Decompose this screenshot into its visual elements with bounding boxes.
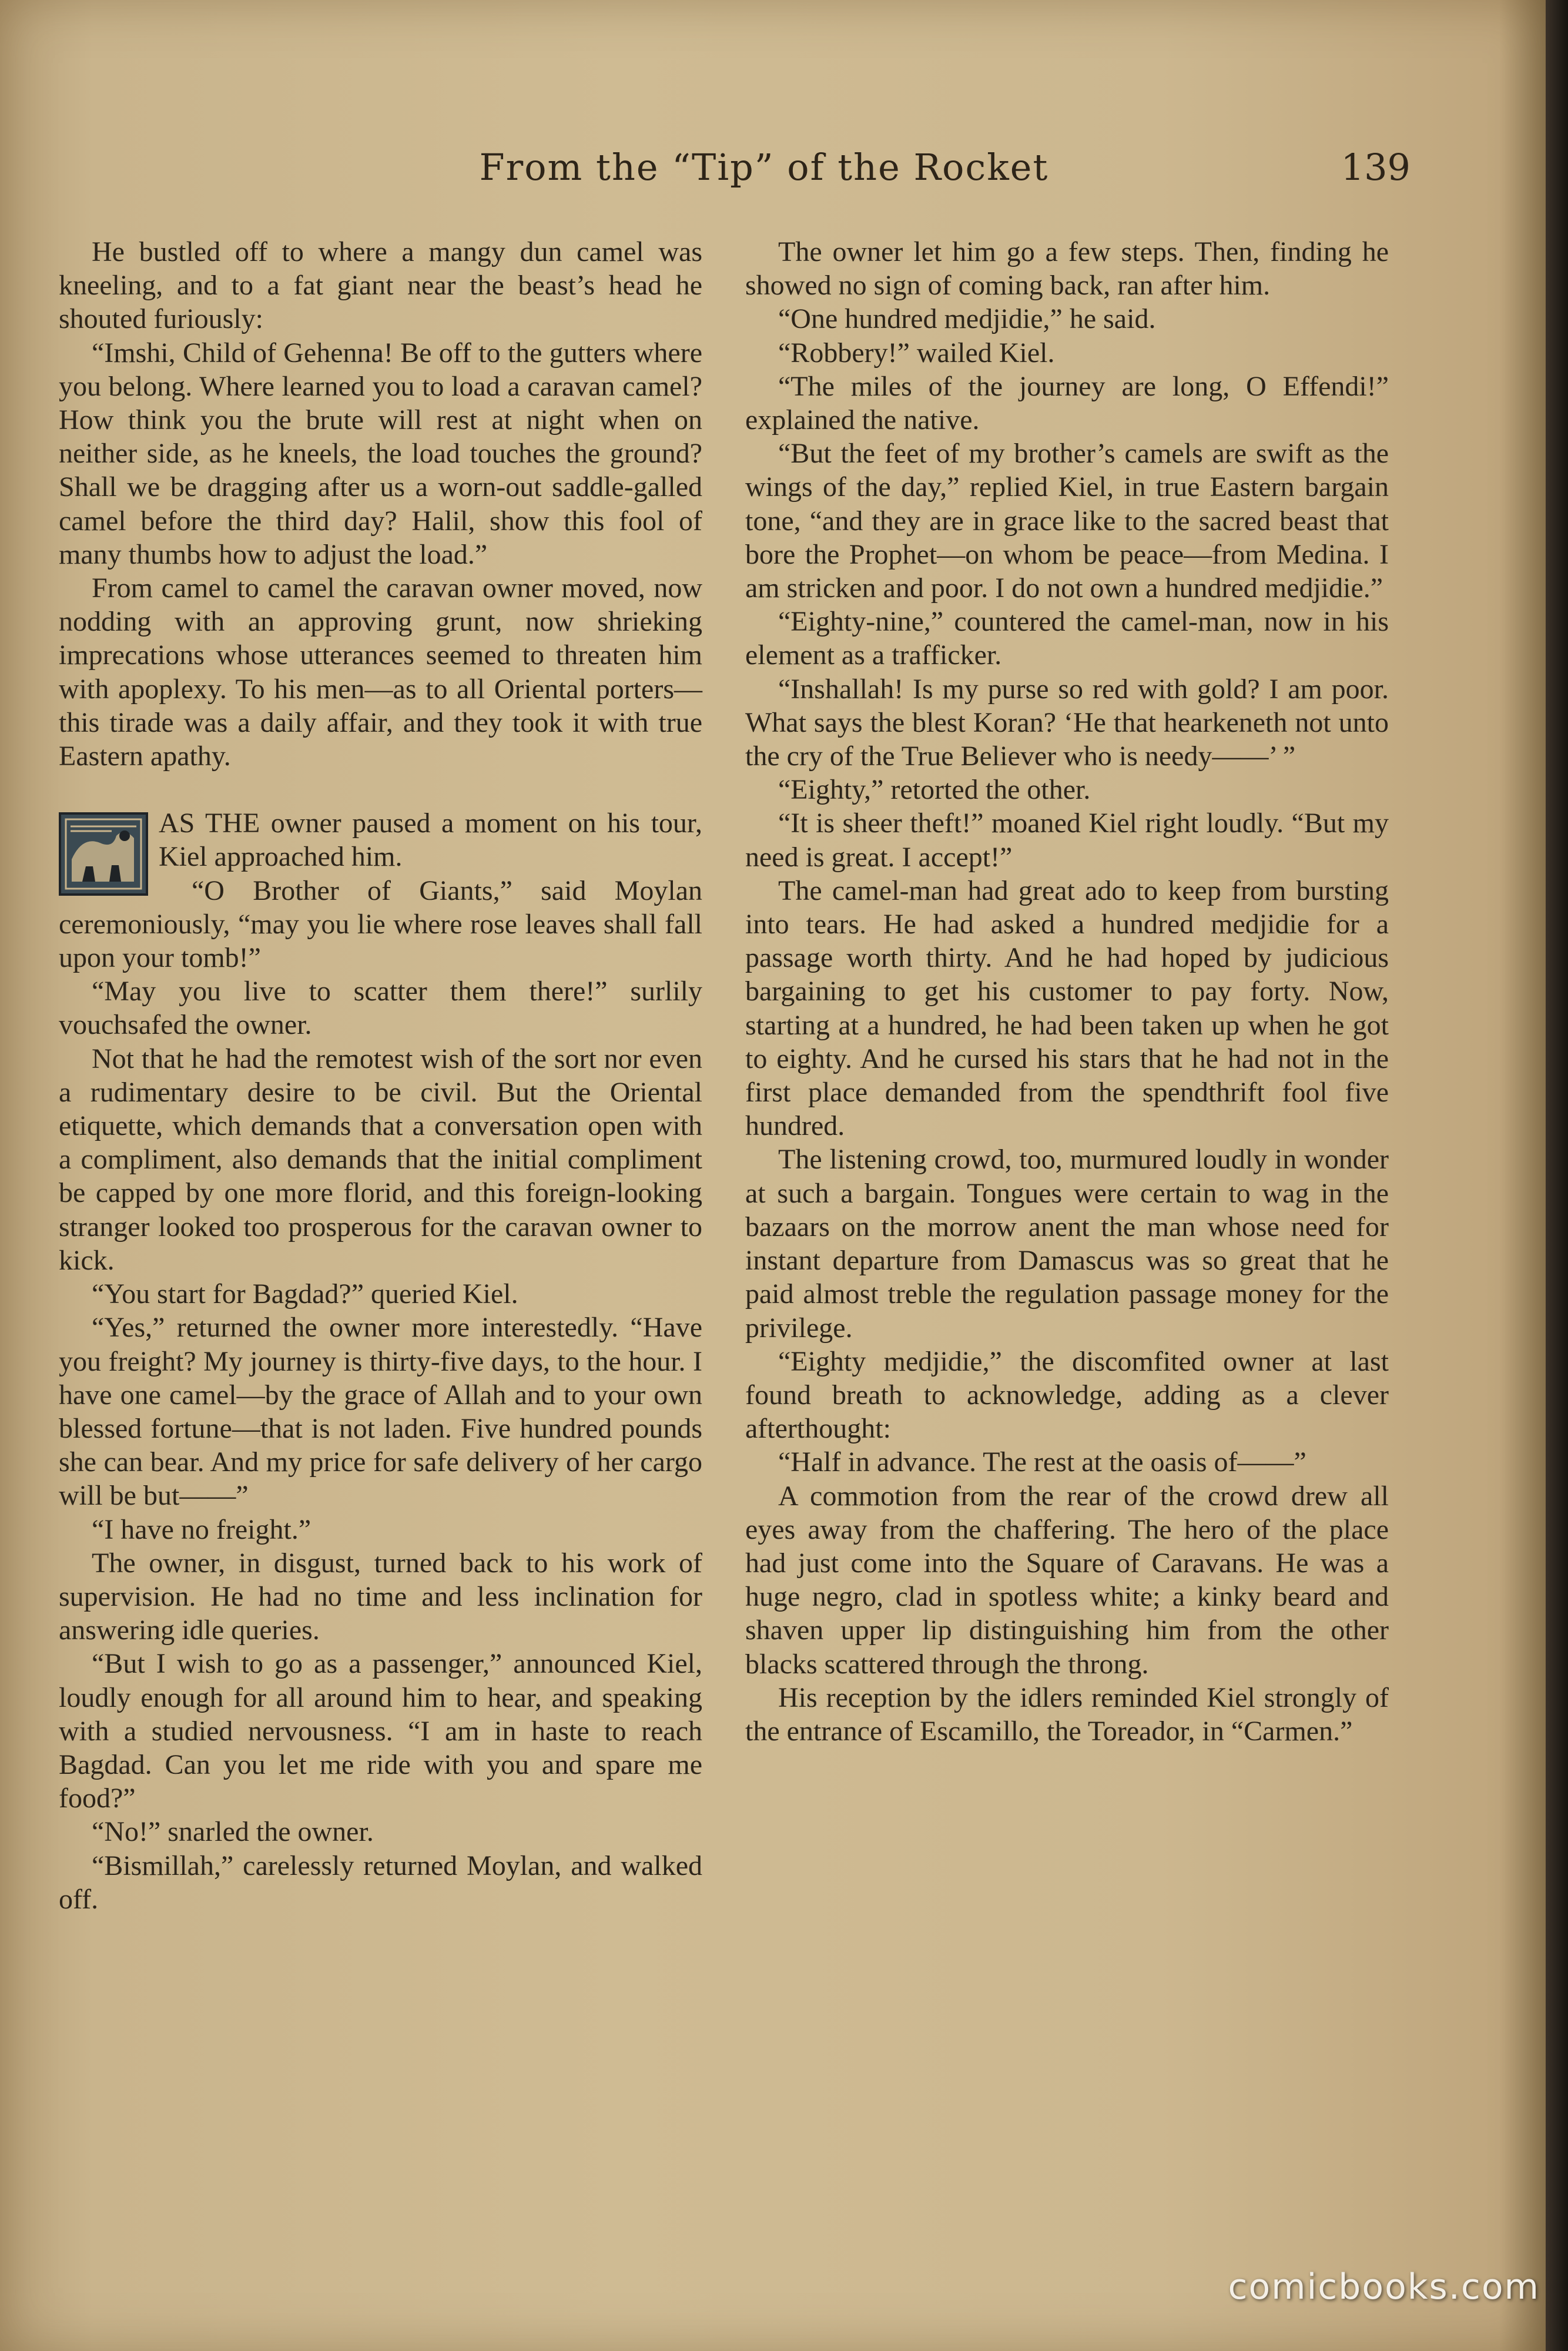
paragraph: “Eighty,” retorted the other. (778, 774, 1091, 806)
paragraph: “One hundred medjidie,” he said. (778, 303, 1156, 335)
watermark: comicbooks.com (1228, 2266, 1540, 2308)
running-title: From the “Tip” of the Rocket (479, 146, 1049, 189)
paragraph: “It is sheer theft!” moaned Kiel right loudly. “But my need is great. I accept!” (745, 808, 1389, 873)
paragraph: The owner, in disgust, turned back to his work of supervision. He had no time and less inclination for answering idle queries. (59, 1547, 702, 1646)
paragraph: “Inshallah! Is my purse so red with gold? I am poor. What says the blest Koran? ‘He that hearkeneth not unto the cry of the True Believer who is needy——’ ” (745, 673, 1389, 772)
paragraph: His reception by the idlers reminded Kiel strongly of the entrance of Escamillo, the Toreador, in “Carmen.” (745, 1682, 1389, 1747)
paragraph: The owner let him go a few steps. Then, finding he showed no sign of coming back, ran after him. (745, 236, 1389, 302)
decorative-initial-icon (59, 812, 148, 896)
section-break (59, 773, 702, 806)
paragraph: “Eighty-nine,” countered the camel-man, now in his element as a trafficker. (745, 606, 1389, 671)
paragraph: “Bismillah,” carelessly returned Moylan, and walked off. (59, 1850, 702, 1915)
running-header (59, 146, 1410, 199)
paragraph: “Half in advance. The rest at the oasis of——” (778, 1446, 1306, 1478)
paragraph: A commotion from the rear of the crowd drew all eyes away from the chaffering. The hero of the place had just come into the Square of Caravans. He was a huge negro, clad in spotless white; a kinky beard and shaven upper lip distinguishing him from the other blacks scattered through the throng. (745, 1480, 1389, 1680)
paragraph: “But I wish to go as a passenger,” announced Kiel, loudly enough for all around him to hear, and speaking with a studied nervousness. “I am in haste to reach Bagdad. Can you let me ride with you and spare me food?” (59, 1648, 702, 1814)
paragraph: Not that he had the remotest wish of the sort nor even a rudimentary desire to be civil. But the Oriental etiquette, which demands that a conversation open with a compliment, also demands that the initial compliment be capped by one more florid, and this foreign-looking stranger looked too prosperous for the caravan owner to kick. (59, 1043, 702, 1276)
page-number: 139 (1341, 146, 1410, 189)
paragraph: “But the feet of my brother’s camels are swift as the wings of the day,” replied Kiel, in true Eastern bargain tone, “and they are in grace like to the sacred beast that bore the Prophet—on whom be peace—from Medina. I am stricken and poor. I do not own a hundred medjidie.” (745, 438, 1389, 604)
paragraph: He bustled off to where a mangy dun camel was kneeling, and to a fat giant near the beast’s head he shouted furiously: (59, 236, 702, 335)
paragraph: The camel-man had great ado to keep from bursting into tears. He had asked a hundred medjidie for a passage worth thirty. And he had hoped by judicious bargaining to get his customer to pay forty. Now, starting at a hundred, he had been taken up when he got to eighty. And he cursed his stars that he had not in the first place demanded from the spendthrift fool five hundred. (745, 875, 1389, 1142)
page-edge (1546, 0, 1568, 2351)
paragraph: “Robbery!” wailed Kiel. (778, 337, 1055, 369)
paragraph: AS THE owner paused a moment on his tour, Kiel approached him. (159, 808, 702, 873)
paragraph: “The miles of the journey are long, O Effendi!” explained the native. (745, 370, 1389, 436)
paragraph: “Yes,” returned the owner more interestedly. “Have you freight? My journey is thirty-five days, to the hour. I have one camel—by the grace of Allah and to your own blessed fortune—that is not laden. Five hundred pounds she can bear. And my price for safe delivery of her cargo will be but——” (59, 1312, 702, 1512)
paragraph: From camel to camel the caravan owner moved, now nodding with an approving grunt, now shrieking imprecations whose utterances seemed to threaten him with apoplexy. To his men—as to all Oriental porters—this tirade was a daily affair, and they took it with true Eastern apathy. (59, 572, 702, 772)
paragraph: “Eighty medjidie,” the discomfited owner at last found breath to acknowledge, adding as a clever afterthought: (745, 1345, 1389, 1445)
paragraph: “You start for Bagdad?” queried Kiel. (92, 1278, 518, 1310)
paragraph: The listening crowd, too, murmured loudly in wonder at such a bargain. Tongues were certain to wag in the bazaars on the morrow anent the man whose need for instant departure from Damascus was so great that he paid almost treble the regulation passage money for the privilege. (745, 1144, 1389, 1344)
left-column (59, 235, 702, 1916)
right-column (745, 235, 1389, 1748)
paragraph: “Imshi, Child of Gehenna! Be off to the gutters where you belong. Where learned you to load a caravan camel? How think you the brute will rest at night when on neither side, as he kneels, the load touches the ground? Shall we be dragging after us a worn-out saddle-galled camel before the third day? Halil, show this fool of many thumbs how to adjust the load.” (59, 337, 702, 570)
paragraph: “May you live to scatter them there!” surlily vouchsafed the owner. (59, 976, 702, 1041)
paragraph: “No!” snarled the owner. (92, 1816, 374, 1848)
paragraph: “I have no freight.” (92, 1513, 311, 1545)
paragraph: “O Brother of Giants,” said Moylan ceremoniously, “may you lie where rose leaves shall fall upon your tomb!” (59, 875, 702, 974)
